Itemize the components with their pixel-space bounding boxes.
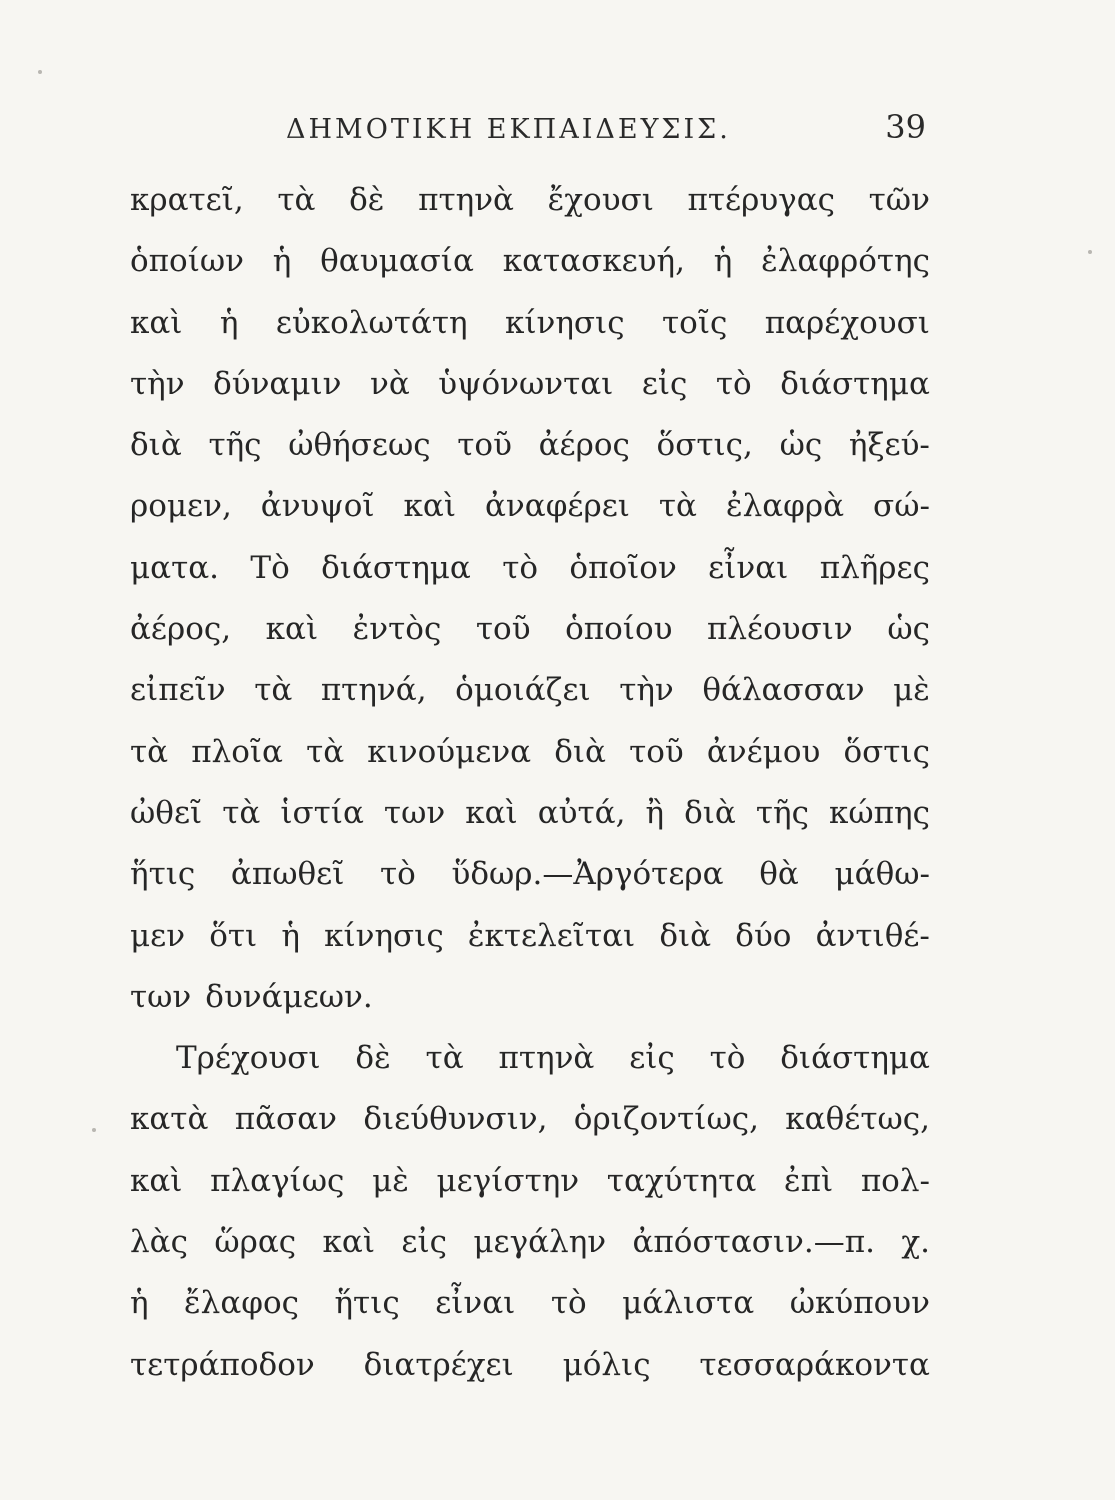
text-line bbox=[130, 180, 930, 241]
word: ὠκύπουν bbox=[789, 1285, 930, 1322]
word: διάστημα bbox=[780, 1040, 930, 1077]
word: πλῆρες bbox=[819, 549, 930, 586]
word: πᾶσαν bbox=[234, 1101, 337, 1138]
word: σώ- bbox=[873, 488, 930, 525]
word: τὸ bbox=[709, 1040, 746, 1077]
word: εἶναι bbox=[708, 549, 789, 586]
word: ὠθεῖ bbox=[130, 794, 203, 831]
word: τεσσαράκοντα bbox=[699, 1346, 930, 1383]
word: εἰπεῖν bbox=[130, 672, 226, 709]
word: ἀέρος, bbox=[130, 611, 232, 648]
body-text bbox=[130, 180, 930, 1406]
paper-speck bbox=[92, 1128, 96, 1132]
word: διεύθυνσιν, bbox=[363, 1101, 548, 1138]
word: μὲ bbox=[372, 1162, 409, 1199]
text-line bbox=[130, 486, 930, 547]
word: ὥρας bbox=[214, 1224, 297, 1261]
word: ἡ bbox=[272, 243, 292, 280]
word: ἐλαφρότης bbox=[761, 243, 930, 280]
word: τὰ bbox=[658, 488, 697, 525]
word: ἀέρος bbox=[538, 427, 630, 464]
word: ἔλαφος bbox=[184, 1285, 299, 1322]
word: ἡ bbox=[281, 917, 300, 954]
word: τὰ bbox=[222, 794, 261, 831]
word: ἀνέμου bbox=[706, 733, 821, 770]
text-line bbox=[130, 364, 930, 425]
word: μεγίστην bbox=[436, 1162, 580, 1199]
word: ἔχουσι bbox=[547, 182, 654, 218]
word: ἢ bbox=[645, 794, 665, 831]
text-line bbox=[130, 732, 930, 793]
text-line bbox=[130, 303, 930, 364]
paper-speck bbox=[1088, 250, 1092, 254]
word: τὰ bbox=[277, 182, 316, 218]
word: αὐτά, bbox=[537, 794, 626, 831]
word: δύο bbox=[735, 917, 792, 954]
text-line bbox=[130, 916, 930, 977]
word: καθέτως, bbox=[785, 1101, 930, 1138]
word: ἠξεύ- bbox=[848, 427, 930, 464]
word: ἀνυψοῖ bbox=[260, 488, 375, 525]
word: θαυμασία bbox=[320, 243, 474, 280]
word: Τρέχουσι bbox=[176, 1040, 321, 1077]
text-line bbox=[130, 793, 930, 854]
word: καὶ bbox=[403, 488, 456, 525]
word: τὴν bbox=[130, 365, 185, 402]
word: ἡ bbox=[713, 243, 733, 280]
word: ματα. bbox=[130, 549, 220, 586]
word: ὡς bbox=[779, 427, 823, 464]
word: ἐντὸς bbox=[352, 611, 442, 648]
text-line bbox=[130, 241, 930, 302]
word: εἰς bbox=[401, 1224, 447, 1261]
word: διάστημα bbox=[321, 549, 471, 586]
word: ὅστις bbox=[843, 733, 930, 770]
word: τῆς bbox=[755, 794, 809, 831]
text-line bbox=[130, 609, 930, 670]
word: ἥτις bbox=[130, 856, 196, 893]
text-line bbox=[130, 425, 930, 486]
word: δὲ bbox=[349, 182, 385, 218]
word: δύναμιν bbox=[213, 365, 342, 402]
word: τὴν bbox=[619, 672, 674, 709]
word: εἰς bbox=[641, 365, 688, 402]
word: διάστημα bbox=[780, 365, 930, 402]
word: πολ- bbox=[860, 1162, 930, 1199]
word: ἥτις bbox=[334, 1285, 400, 1322]
text-line bbox=[130, 977, 930, 1038]
word: τὰ bbox=[425, 1040, 464, 1077]
word: λὰς bbox=[130, 1224, 188, 1261]
word: ἐλαφρὰ bbox=[725, 488, 845, 525]
text-line bbox=[130, 1099, 930, 1160]
word: πτηνὰ bbox=[498, 1040, 595, 1077]
word: παρέχουσι bbox=[764, 304, 930, 341]
word: εὐκολωτάτη bbox=[275, 304, 468, 341]
text-line bbox=[130, 670, 930, 731]
word: τοῦ bbox=[475, 611, 531, 648]
word: τῶν bbox=[868, 182, 930, 218]
word: ἀντιθέ- bbox=[815, 917, 930, 954]
word: ἐπὶ bbox=[783, 1162, 834, 1199]
word: διὰ bbox=[130, 427, 182, 464]
word: τὰ bbox=[130, 733, 169, 770]
word: ὠθήσεως bbox=[288, 427, 431, 464]
word: μόλις bbox=[562, 1346, 651, 1383]
word: τοῦ bbox=[629, 733, 684, 770]
word: ὁποίων bbox=[130, 243, 244, 280]
word: ἡ bbox=[130, 1285, 149, 1322]
page-number: 39 bbox=[885, 108, 926, 146]
word: τοῖς bbox=[662, 304, 728, 341]
word: ὅτι bbox=[209, 917, 258, 954]
word: τοῦ bbox=[457, 427, 512, 464]
word: ὡς bbox=[887, 611, 930, 648]
word: θὰ bbox=[759, 856, 799, 893]
word: διὰ bbox=[659, 917, 712, 954]
word: ὅστις, bbox=[656, 427, 753, 464]
word: χ. bbox=[901, 1224, 930, 1261]
word: εἰς bbox=[629, 1040, 675, 1077]
word: πτηνὰ bbox=[418, 182, 514, 218]
word: πλέουσιν bbox=[707, 611, 853, 648]
word: καὶ bbox=[265, 611, 319, 648]
word: μὲ bbox=[893, 672, 930, 709]
word: κίνησις bbox=[324, 917, 444, 954]
word: νὰ bbox=[370, 365, 410, 402]
word: ρομεν, bbox=[130, 488, 232, 525]
word: ἀναφέρει bbox=[484, 488, 630, 525]
word: τὰ bbox=[306, 733, 345, 770]
word: ἐκτελεῖται bbox=[467, 917, 636, 954]
text-line bbox=[130, 1038, 930, 1099]
word: δυνάμεων. bbox=[205, 978, 373, 1015]
word: πτηνά, bbox=[320, 672, 427, 709]
word: ὕδωρ.—Ἀργότερα bbox=[451, 856, 724, 893]
word: μεγάλην bbox=[473, 1224, 607, 1261]
word: ἡ bbox=[219, 304, 239, 341]
word: πλαγίως bbox=[210, 1162, 345, 1199]
word: τὸ bbox=[550, 1285, 587, 1322]
word: ἀπωθεῖ bbox=[230, 856, 345, 893]
word: ταχύτητα bbox=[606, 1162, 757, 1199]
paper-speck bbox=[38, 70, 42, 74]
word: των bbox=[383, 794, 446, 831]
running-title: ΔΗΜΟΤΙΚΗ ΕΚΠΑΙΔΕΥΣΙΣ. bbox=[286, 114, 731, 145]
word: μάλιστα bbox=[622, 1285, 755, 1322]
word: καὶ bbox=[322, 1224, 376, 1261]
text-line bbox=[130, 1161, 930, 1222]
word: ἀπόστασιν.—π. bbox=[632, 1224, 875, 1261]
word: ὁποῖον bbox=[569, 549, 677, 586]
word: τὸ bbox=[715, 365, 752, 402]
word: των bbox=[130, 978, 192, 1015]
word: διὰ bbox=[684, 794, 736, 831]
word: τὸ bbox=[380, 856, 416, 893]
word: ὁποίου bbox=[565, 611, 673, 648]
word: Τὸ bbox=[250, 549, 290, 586]
text-line bbox=[130, 548, 930, 609]
word: τὰ bbox=[254, 672, 293, 709]
word: κατὰ bbox=[130, 1101, 209, 1138]
text-line bbox=[130, 854, 930, 915]
word: τετράποδον bbox=[130, 1346, 315, 1383]
word: κατασκευή, bbox=[502, 243, 685, 280]
word: ὑψόνωνται bbox=[438, 365, 614, 402]
word: κρατεῖ, bbox=[130, 182, 244, 218]
word: καὶ bbox=[465, 794, 518, 831]
word: ὁμοιάζει bbox=[455, 672, 591, 709]
word: ὁριζοντίως, bbox=[573, 1101, 759, 1138]
word: εἶναι bbox=[435, 1285, 516, 1322]
word: καὶ bbox=[130, 1162, 183, 1199]
word: ἱστία bbox=[280, 794, 364, 831]
word: καὶ bbox=[130, 304, 183, 341]
word: διατρέχει bbox=[363, 1346, 514, 1383]
word: μάθω- bbox=[834, 856, 930, 893]
word: πτέρυγας bbox=[687, 182, 835, 218]
word: κίνησις bbox=[504, 304, 625, 341]
word: τὸ bbox=[502, 549, 539, 586]
word: μεν bbox=[130, 917, 186, 954]
word: δὲ bbox=[355, 1040, 391, 1077]
text-line bbox=[130, 1222, 930, 1283]
word: θάλασσαν bbox=[702, 672, 865, 709]
text-line bbox=[130, 1345, 930, 1406]
word: κώπης bbox=[829, 794, 930, 831]
word: τῆς bbox=[208, 427, 262, 464]
page-header bbox=[286, 108, 926, 152]
word: κινούμενα bbox=[367, 733, 532, 770]
text-line bbox=[130, 1283, 930, 1344]
word: διὰ bbox=[554, 733, 606, 770]
word: πλοῖα bbox=[191, 733, 283, 770]
